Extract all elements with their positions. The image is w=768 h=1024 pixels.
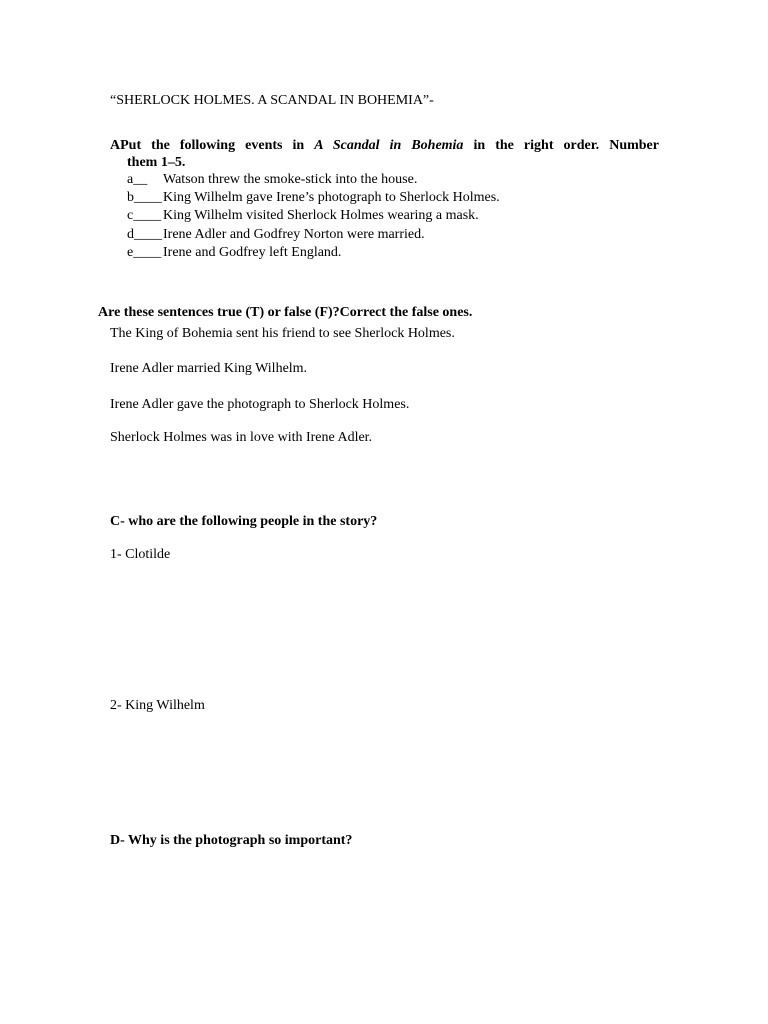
event-item-c <box>127 207 479 225</box>
event-item-b <box>127 189 500 207</box>
event-letter: c____ <box>127 208 162 223</box>
event-letter: b____ <box>127 190 162 205</box>
event-text: Irene and Godfrey left England. <box>163 245 342 260</box>
event-item-e <box>127 244 341 262</box>
event-text: King Wilhelm visited Sherlock Holmes wearing a mask. <box>163 208 479 223</box>
section-a-heading <box>110 137 659 155</box>
event-text: King Wilhelm gave Irene’s photograph to Sherlock Holmes. <box>163 190 500 205</box>
event-letter: d____ <box>127 227 162 242</box>
statement-4: Sherlock Holmes was in love with Irene Adler. <box>110 430 373 445</box>
event-text: Irene Adler and Godfrey Norton were married. <box>163 227 425 242</box>
statement-3: Irene Adler gave the photograph to Sherlock Holmes. <box>110 397 410 412</box>
section-a-book-title: A Scandal in Bohemia <box>314 138 464 153</box>
section-a-prefix: APut the following events in <box>110 138 315 153</box>
section-b-heading: Are these sentences true (T) or false (F)?Correct the false ones. <box>98 305 473 320</box>
section-d-heading: D- Why is the photograph so important? <box>110 833 353 848</box>
question-2: 2- King Wilhelm <box>110 698 205 713</box>
event-item-a <box>127 171 417 189</box>
statement-2: Irene Adler married King Wilhelm. <box>110 361 308 376</box>
section-a-suffix: in the right order. Number <box>463 138 659 153</box>
question-1: 1- Clotilde <box>110 547 171 562</box>
section-c-heading: C- who are the following people in the story? <box>110 514 378 529</box>
event-text: Watson threw the smoke-stick into the house. <box>163 172 418 187</box>
section-a-heading-line2: them 1–5. <box>127 155 186 170</box>
event-item-d <box>127 226 425 244</box>
document-title: “SHERLOCK HOLMES. A SCANDAL IN BOHEMIA”- <box>110 93 434 108</box>
event-letter: a__ <box>127 172 148 187</box>
statement-1: The King of Bohemia sent his friend to see Sherlock Holmes. <box>110 326 455 341</box>
event-letter: e____ <box>127 245 162 260</box>
